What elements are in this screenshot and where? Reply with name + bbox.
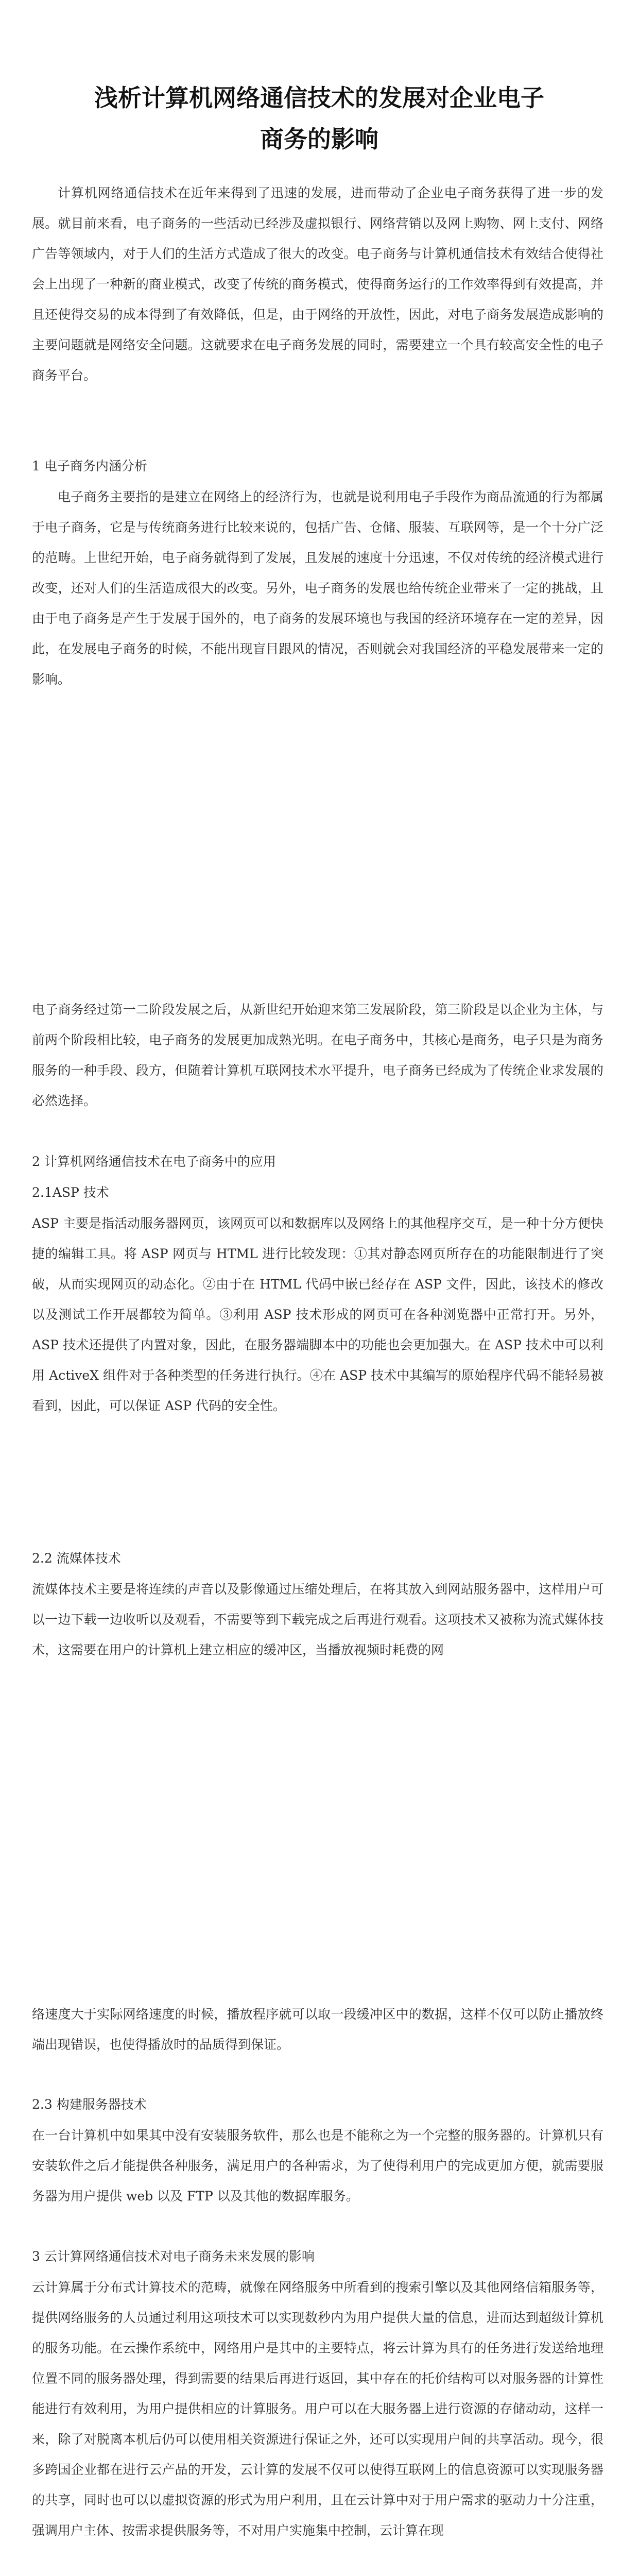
- paragraph-section-2-1: ASP 主要是指活动服务器网页，该网页可以和数据库以及网络上的其他程序交互，是一种十分方便快捷的编辑工具。将 ASP 网页与 HTML 进行比较发现：①其对静态网页所存在的功能限制进行了突破，从而实现网页的动态化。②由于在 HTML 代码中嵌已经存在 ASP 文件，因此，该技术的修改以及测试工作开展都较为简单。③利用 ASP 技术形成的网页可在各种浏览器中正常打开。另外，ASP 技术还提供了内置对象，因此，在服务器端脚本中的功能也会更加强大。在 ASP 技术中可以利用 ActiveX 组件对于各种类型的任务进行执行。④在 ASP 技术中其编写的原始程序代码不能轻易被看到，因此，可以保证 ASP 代码的安全性。: [32, 1216, 603, 1413]
- heading-section-2-2: 2.2 流媒体技术: [32, 1551, 121, 1566]
- paragraph-intro: 计算机网络通信技术在近年来得到了迅速的发展，进而带动了企业电子商务获得了进一步的发展。就目前来看，电子商务的一些活动已经涉及虚拟银行、网络营销以及网上购物、网上支付、网络广告等领域内，对于人们的生活方式造成了很大的改变。电子商务与计算机通信技术有效结合使得社会上出现了一种新的商业模式，改变了传统的商务模式，使得商务运行的工作效率得到有效提高，并且还使得交易的成本得到了有效降低，但是，由于网络的开放性，因此，对电子商务发展造成影响的主要问题就是网络安全问题。这就要求在电子商务发展的同时，需要建立一个具有较高安全性的电子商务平台。: [32, 185, 603, 383]
- page-title: 浅析计算机网络通信技术的发展对企业电子商务的影响: [94, 84, 544, 153]
- heading-section-2-1: 2.1ASP 技术: [32, 1185, 109, 1200]
- heading-section-2-3: 2.3 构建服务器技术: [32, 2097, 147, 2112]
- paragraph-section-2-2a: 流媒体技术主要是将连续的声音以及影像通过压缩处理后，在将其放入到网站服务器中，这样用户可以一边下载一边收听以及观看，不需要等到下载完成之后再进行观看。这项技术又被称为流式媒体技术，这需要在用户的计算机上建立相应的缓冲区，当播放视频时耗费的网: [32, 1582, 603, 1657]
- heading-section-3: 3 云计算网络通信技术对电子商务未来发展的影响: [32, 2249, 315, 2264]
- heading-section-2: 2 计算机网络通信技术在电子商务中的应用: [32, 1154, 276, 1169]
- heading-section-1: 1 电子商务内涵分析: [32, 459, 147, 473]
- paragraph-section-3a: 云计算属于分布式计算技术的范畴，就像在网络服务中所看到的搜索引擎以及其他网络信箱服务等，提供网络服务的人员通过利用这项技术可以实现数秒内为用户提供大量的信息，进而达到超级计算机的服务功能。在云操作系统中，网络用户是其中的主要特点，将云计算为具有的任务进行发送给地理位置不同的服务器处理，得到需要的结果后再进行返回，其中存在的托价结构可以对服务器的计算性能进行有效利用，为用户提供相应的计算服务。用户可以在大服务器上进行资源的存储动动，这样一来，除了对脱离本机后仍可以使用相关资源进行保证之外，还可以实现用户间的共享活动。现今，很多跨国企业都在进行云产品的开发，云计算的发展不仅可以使得互联网上的信息资源可以实现服务器的共享，同时也可以以虚拟资源的形式为用户利用，且在云计算中对于用户需求的驱动力十分注重，强调用户主体、按需求提供服务等，不对用户实施集中控制，云计算在现: [32, 2280, 603, 2538]
- paragraph-section-1a: 电子商务主要指的是建立在网络上的经济行为，也就是说利用电子手段作为商品流通的行为都属于电子商务，它是与传统商务进行比较来说的，包括广告、仓储、服装、互联网等，是一个十分广泛的范畴。上世纪开始，电子商务就得到了发展，且发展的速度十分迅速，不仅对传统的经济模式进行改变，还对人们的生活造成很大的改变。另外，电子商务的发展也给传统企业带来了一定的挑战，且由于电子商务是产生于发展于国外的，电子商务的发展环境也与我国的经济环境存在一定的差异，因此，在发展电子商务的时候，不能出现盲目跟风的情况，否则就会对我国经济的平稳发展带来一定的影响。: [32, 489, 603, 687]
- paragraph-section-2-3: 在一台计算机中如果其中没有安装服务软件，那么也是不能称之为一个完整的服务器的。计算机只有安装软件之后才能提供各种服务，满足用户的各种需求，为了使得利用户的完成更加方便，就需要服务器为用户提供 web 以及 FTP 以及其他的数据库服务。: [32, 2128, 603, 2204]
- paragraph-section-1b: 电子商务经过第一二阶段发展之后，从新世纪开始迎来第三发展阶段，第三阶段是以企业为主体，与前两个阶段相比较，电子商务的发展更加成熟光明。在电子商务中，其核心是商务，电子只是为商务服务的一种手段、段方，但随着计算机互联网技术水平提升，电子商务已经成为了传统企业求发展的必然选择。: [32, 1002, 603, 1108]
- paragraph-section-2-2b: 络速度大于实际网络速度的时候，播放程序就可以取一段缓冲区中的数据，这样不仅可以防止播放终端出现错误，也使得播放时的品质得到保证。: [32, 2007, 603, 2052]
